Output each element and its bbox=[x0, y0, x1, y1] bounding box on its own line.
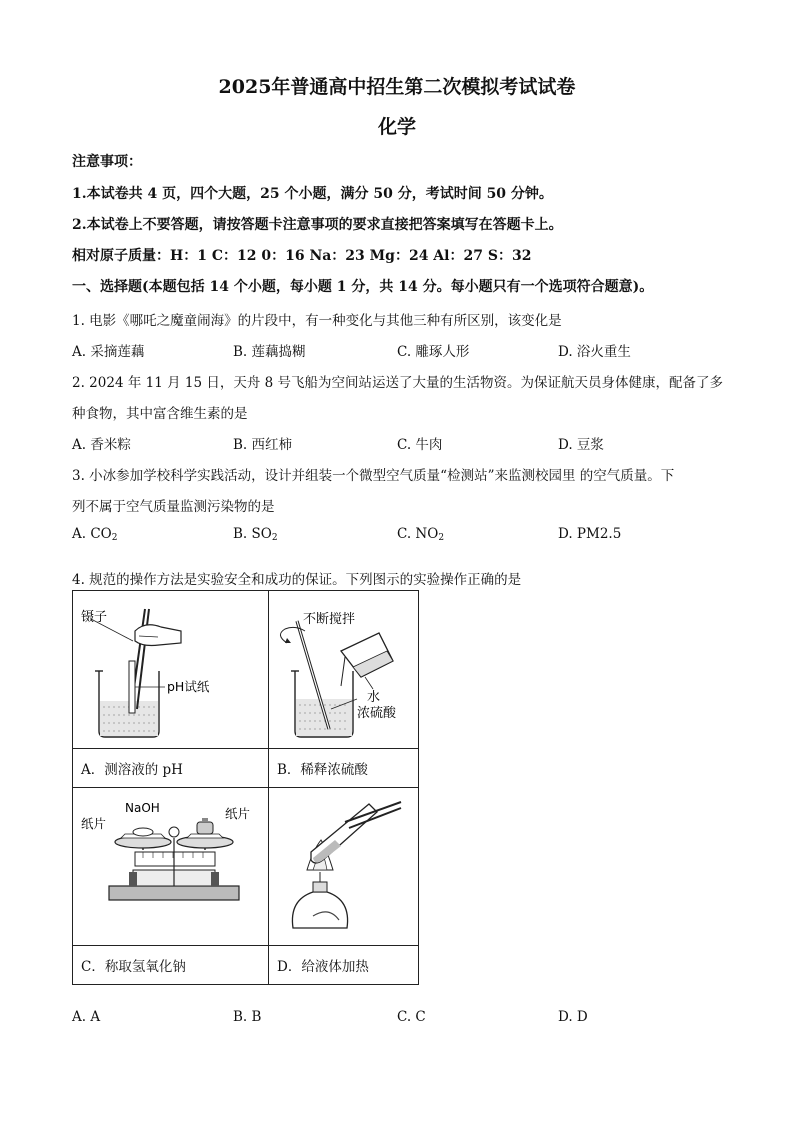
caption-c: C．称取氢氧化钠 bbox=[73, 946, 269, 985]
question-2-stem-line2: 种食物，其中富含维生素的是 bbox=[72, 406, 248, 422]
label-tweezers: 镊子 bbox=[81, 610, 108, 625]
q2-option-a: A. 香米粽 bbox=[72, 437, 131, 453]
figure-b-cell bbox=[269, 591, 419, 749]
q3-option-c: C. $NO_2$ bbox=[397, 526, 445, 543]
question-3-stem-line2: 列不属于空气质量监测污染物的是 bbox=[72, 499, 275, 515]
caption-d: D．给液体加热 bbox=[269, 946, 419, 985]
q2-option-b: B. 西红柿 bbox=[233, 437, 293, 453]
question-3-stem-line1: 3. 小冰参加学校科学实践活动，设计并组装一个微型空气质量“检测站”来监测校园里 的空气质量。下 bbox=[72, 468, 675, 484]
experiment-figure-table bbox=[72, 590, 419, 985]
q1-option-d: D. 浴火重生 bbox=[558, 344, 631, 360]
figure-c-cell bbox=[73, 788, 269, 946]
label-water: 水 bbox=[367, 690, 381, 705]
heating-illustration bbox=[269, 788, 410, 945]
balance-illustration bbox=[73, 788, 260, 945]
section-heading: 一、选择题(本题包括 14 个小题，每小题 1 分，共 14 分。每小题只有一个选项符合题意)。 bbox=[72, 279, 654, 295]
notice-item-2: 2.本试卷上不要答题，请按答题卡注意事项的要求直接把答案填写在答题卡上。 bbox=[72, 217, 563, 233]
q4-option-a: A. A bbox=[72, 1009, 101, 1025]
q2-option-d: D. 豆浆 bbox=[558, 437, 604, 453]
question-4-stem: 4. 规范的操作方法是实验安全和成功的保证。下列图示的实验操作正确的是 bbox=[72, 572, 522, 588]
q3-option-d: D. PM2.5 bbox=[558, 526, 622, 542]
label-ph-paper: pH试纸 bbox=[167, 679, 210, 694]
label-paper-right: 纸片 bbox=[225, 806, 251, 821]
q4-option-c: C. C bbox=[397, 1009, 426, 1025]
subject-title: 化学 bbox=[377, 116, 416, 138]
q4-option-d: D. D bbox=[558, 1009, 588, 1025]
caption-b: B．稀释浓硫酸 bbox=[269, 749, 419, 788]
q3-option-a: A. $CO_2$ bbox=[72, 526, 118, 543]
ph-test-illustration bbox=[73, 591, 260, 748]
question-1-stem: 1. 电影《哪吒之魔童闹海》的片段中，有一种变化与其他三种有所区别，该变化是 bbox=[72, 313, 562, 329]
dilute-acid-illustration bbox=[269, 591, 410, 748]
caption-a: A．测溶液的 pH bbox=[73, 749, 269, 788]
atomic-mass-line: 相对原子质量：H：1 C：12 0：16 Na：23 Mg：24 Al：27 S：32 bbox=[72, 248, 532, 264]
label-naoh: NaOH bbox=[125, 801, 160, 815]
question-2-stem-line1: 2. 2024 年 11 月 15 日，天舟 8 号飞船为空间站运送了大量的生活物资。为保证航天员身体健康，配备了多 bbox=[72, 375, 724, 391]
label-acid: 浓硫酸 bbox=[357, 706, 397, 721]
q4-option-b: B. B bbox=[233, 1009, 262, 1025]
label-paper-left: 纸片 bbox=[81, 816, 107, 831]
label-stir: 不断搅拌 bbox=[303, 612, 356, 627]
figure-d-cell bbox=[269, 788, 419, 946]
q1-option-a: A. 采摘莲藕 bbox=[72, 344, 145, 360]
notice-heading: 注意事项： bbox=[72, 154, 142, 170]
exam-title: 2025年普通高中招生第二次模拟考试试卷 bbox=[218, 76, 576, 98]
q1-option-b: B. 莲藕捣糊 bbox=[233, 344, 306, 360]
q3-option-b: B. $SO_2$ bbox=[233, 526, 278, 543]
notice-item-1: 1.本试卷共 4 页，四个大题，25 个小题，满分 50 分，考试时间 50 分钟。 bbox=[72, 186, 553, 202]
q1-option-c: C. 雕琢人形 bbox=[397, 344, 470, 360]
q2-option-c: C. 牛肉 bbox=[397, 437, 443, 453]
figure-a-cell bbox=[73, 591, 269, 749]
